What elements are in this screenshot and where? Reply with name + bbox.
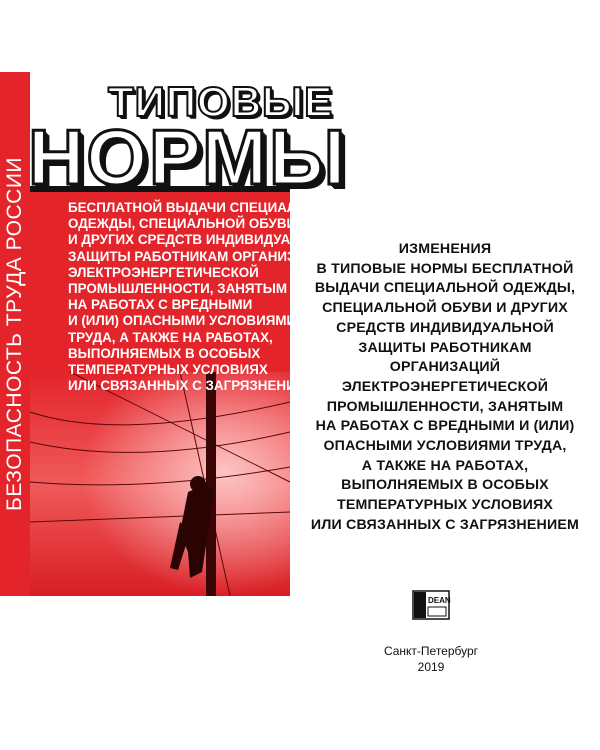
title-page-line: ПРОМЫШЛЕННОСТИ, ЗАНЯТЫМ [326, 398, 564, 415]
logo-text: DEAN [428, 596, 451, 605]
cover-subtitle-line: ВЫПОЛНЯЕМЫХ В ОСОБЫХ [68, 345, 261, 361]
title-page-line: СРЕДСТВ ИНДИВИДУАЛЬНОЙ [336, 319, 554, 336]
cover-subtitle-line: И ДРУГИХ СРЕДСТВ ИНДИВИДУАЛЬНОЙ [68, 232, 340, 248]
cover-subtitle-line: ТЕМПЕРАТУРНЫХ УСЛОВИЯХ [68, 362, 268, 378]
cover-subtitle-line: ИЛИ СВЯЗАННЫХ С ЗАГРЯЗНЕНИЕМ [68, 378, 316, 394]
title-page-line: А ТАКЖЕ НА РАБОТАХ, [361, 457, 529, 474]
title-page-line: ИЗМЕНЕНИЯ [398, 241, 492, 257]
title-page-line: ВЫДАЧИ СПЕЦИАЛЬНОЙ ОДЕЖДЫ, [314, 280, 576, 297]
cover-subtitle-line: НА РАБОТАХ С ВРЕДНЫМИ [68, 297, 253, 313]
title-page-line: ОПАСНЫМИ УСЛОВИЯМИ ТРУДА, [323, 438, 567, 455]
title-page-line: ТЕМПЕРАТУРНЫХ УСЛОВИЯХ [336, 497, 554, 514]
cover-subtitle-line: ОДЕЖДЫ, СПЕЦИАЛЬНОЙ ОБУВИ [68, 216, 297, 232]
book-cover [0, 72, 348, 596]
title-page-line: ЭЛЕКТРОЭНЕРГЕТИЧЕСКОЙ [341, 378, 549, 395]
publication-year: 2019 [417, 660, 445, 674]
title-page-line: В ТИПОВЫЕ НОРМЫ БЕСПЛАТНОЙ [316, 260, 574, 277]
title-page-line: ИЛИ СВЯЗАННЫХ С ЗАГРЯЗНЕНИЕМ [310, 516, 580, 533]
cover-title-line1: ТИПОВЫЕ [108, 78, 334, 125]
publisher-logo-icon [412, 590, 450, 620]
title-page-line: НА РАБОТАХ С ВРЕДНЫМИ И (ИЛИ) [315, 418, 575, 435]
title-page-line: ЗАЩИТЫ РАБОТНИКАМ [358, 339, 532, 356]
cover-subtitle-line: ЗАЩИТЫ РАБОТНИКАМ ОРГАНИЗАЦИЙ [68, 248, 335, 264]
series-label-area [0, 72, 30, 596]
series-label: БЕЗОПАСНОСТЬ ТРУДА РОССИИ [3, 156, 26, 512]
cover-subtitle [68, 200, 340, 394]
cover-subtitle-line: И (ИЛИ) ОПАСНЫМИ УСЛОВИЯМИ [68, 313, 297, 329]
cover-subtitle-line: ТРУДА, А ТАКЖЕ НА РАБОТАХ, [68, 329, 273, 345]
cover-title-line2: НОРМЫ [28, 113, 348, 201]
lineman-photo [30, 372, 316, 596]
publisher-city: Санкт-Петербург [383, 644, 479, 658]
title-page-line: ОРГАНИЗАЦИЙ [389, 359, 501, 376]
title-page-line: ВЫПОЛНЯЕМЫХ В ОСОБЫХ [341, 477, 549, 494]
cover-subtitle-line: ЭЛЕКТРОЭНЕРГЕТИЧЕСКОЙ [68, 264, 259, 280]
cover-subtitle-line: ПРОМЫШЛЕННОСТИ, ЗАНЯТЫМ [68, 281, 287, 297]
title-page-line: СПЕЦИАЛЬНОЙ ОБУВИ И ДРУГИХ [322, 300, 568, 317]
cover-subtitle-line: БЕСПЛАТНОЙ ВЫДАЧИ СПЕЦИАЛЬНОЙ [68, 200, 336, 215]
title-page-text [290, 240, 600, 536]
